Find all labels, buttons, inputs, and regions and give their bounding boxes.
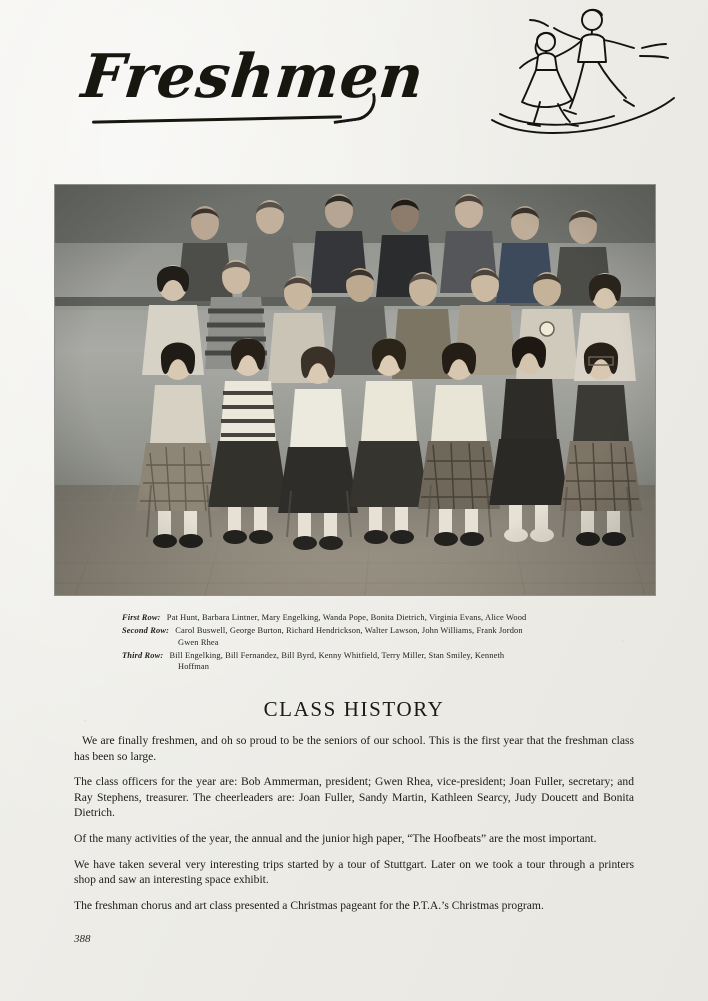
title-underline-flourish [92,115,342,123]
caption-row-continuation: Hoffman [178,662,210,672]
caption-row-first [122,612,622,624]
photo-caption [122,612,622,674]
class-history-body [74,733,634,923]
caption-row-label: First Row: [122,613,161,622]
caption-row-label: Third Row: [122,650,164,660]
paragraph-3: Of the many activities of the year, the annual and the junior high paper, “The Hoofbeats” are the most important. [74,831,597,845]
paragraph-1: We are finally freshmen, and oh so proud to be the seniors of our school. This is the first year that the freshman class has been so large. [74,734,634,763]
class-history-heading: CLASS HISTORY [263,697,445,721]
caption-row-second [122,625,622,648]
caption-row-names: Pat Hunt, Barbara Lintner, Mary Engelking, Wanda Pope, Bonita Dietrich, Virginia Evans, Alice Wood [166,613,527,622]
class-photo [55,185,655,595]
caption-row-names: Bill Engelking, Bill Fernandez, Bill Byrd, Kenny Whitfield, Terry Miller, Stan Smiley, Kenneth [169,650,505,660]
paragraph-2: The class officers for the year are: Bob Ammerman, president; Gwen Rhea, vice-president; Joan Fuller, secretary; and Ray Stephens, treasurer. The cheerleaders are: Joan Fuller, Sandy Martin, Kathleen Searcy, Judy Doucett and Bonita Dietrich. [74,775,634,820]
caption-row-label: Second Row: [122,626,170,636]
caption-row-continuation: Gwen Rhea [178,637,219,647]
caption-row-names: Carol Buswell, George Burton, Richard Hendrickson, Walter Lawson, John Williams, Frank Jordon [175,626,523,636]
title-tail-flourish [330,93,378,124]
page-number: 388 [74,933,91,945]
page-title: Freshmen [78,42,428,112]
paragraph-5: The freshman chorus and art class presented a Christmas pageant for the P.T.A.’s Christmas program. [74,898,544,912]
dancing-couple-icon [484,2,684,142]
caption-row-third [122,650,622,673]
paragraph-4: We have taken several very interesting trips started by a tour of Stuttgart. Later on we took a tour through a printers shop and saw an interesting space exhibit. [74,857,634,887]
